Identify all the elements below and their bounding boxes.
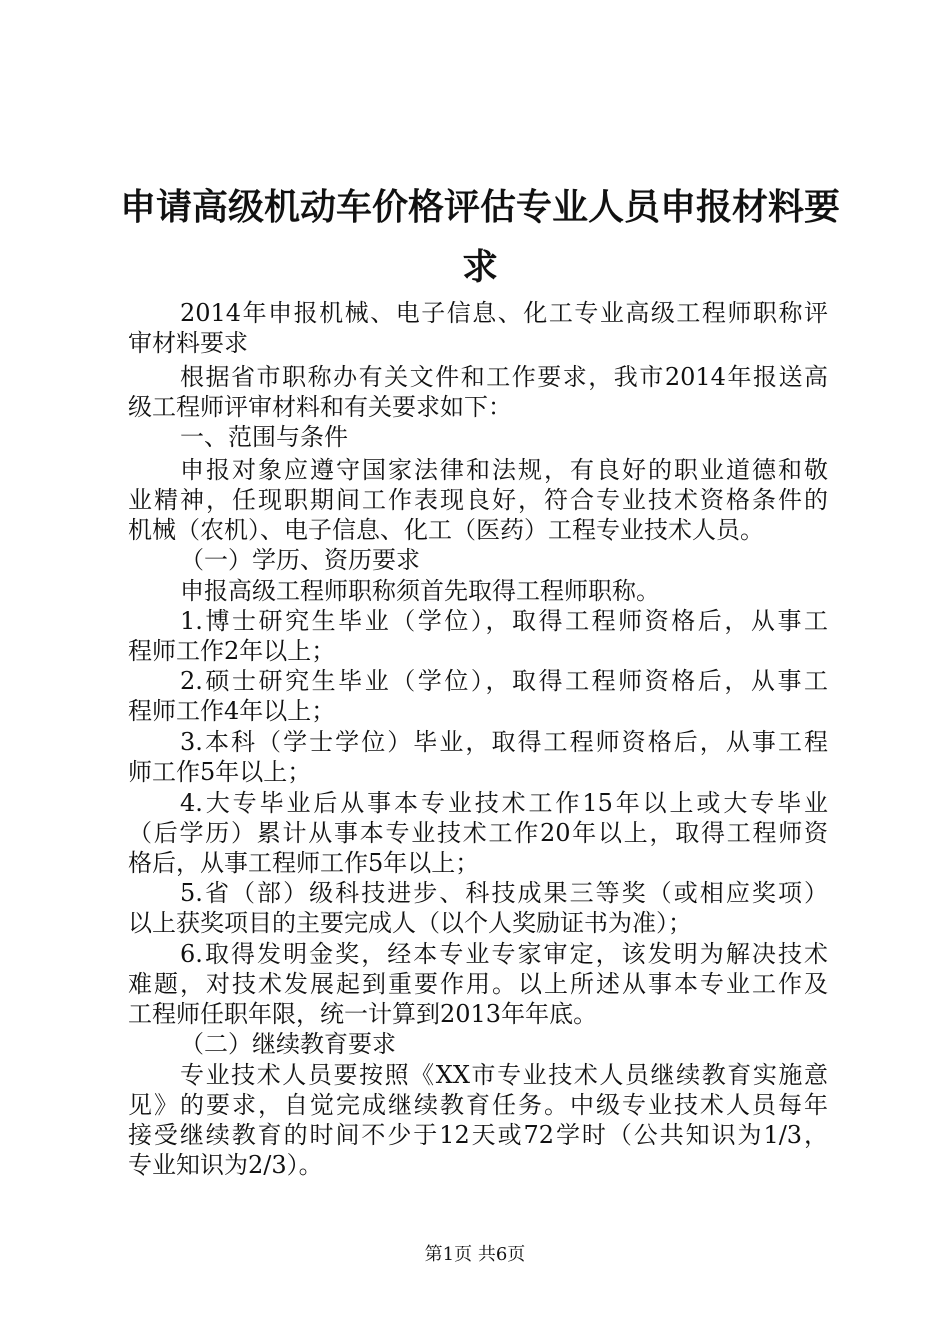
body-line: 专业技术人员要按照《XX市专业技术人员继续教育实施意 bbox=[180, 1061, 828, 1089]
document-title-line-1: 申请高级机动车价格评估专业人员申报材料要 bbox=[120, 187, 841, 228]
list-item-line: 6.取得发明金奖，经本专业专家审定，该发明为解决技术 bbox=[180, 940, 828, 968]
list-item-line: 以上获奖项目的主要完成人（以个人奖励证书为准）； bbox=[128, 909, 692, 937]
body-line: 见》的要求，自觉完成继续教育任务。中级专业技术人员每年 bbox=[128, 1091, 828, 1119]
list-item-line: 2.硕士研究生毕业（学位），取得工程师资格后，从事工 bbox=[180, 667, 828, 695]
subsection-heading: （一）学历、资历要求 bbox=[180, 546, 420, 574]
body-line: 机械（农机）、电子信息、化工（医药）工程专业技术人员。 bbox=[128, 516, 764, 544]
section-heading: 一、范围与条件 bbox=[180, 423, 348, 451]
document-title-line-2: 求 bbox=[461, 247, 498, 288]
list-item-line: 1.博士研究生毕业（学位），取得工程师资格后，从事工 bbox=[180, 607, 828, 635]
list-item-line: 4.大专毕业后从事本专业技术工作15年以上或大专毕业 bbox=[180, 789, 828, 817]
list-item-line: 程师工作4年以上； bbox=[128, 697, 336, 725]
body-line: 级工程师评审材料和有关要求如下： bbox=[128, 393, 512, 421]
list-item-line: 5.省（部）级科技进步、科技成果三等奖（或相应奖项） bbox=[180, 879, 828, 907]
list-item-line: 格后，从事工程师工作5年以上； bbox=[128, 849, 480, 877]
body-line: 申报高级工程师职称须首先取得工程师职称。 bbox=[180, 577, 660, 605]
list-item-line: （后学历）累计从事本专业技术工作20年以上，取得工程师资 bbox=[128, 819, 828, 847]
body-line: 申报对象应遵守国家法律和法规，有良好的职业道德和敬 bbox=[180, 456, 828, 484]
body-line: 审材料要求 bbox=[128, 329, 248, 357]
subsection-heading: （二）继续教育要求 bbox=[180, 1030, 396, 1058]
list-item-line: 工程师任职年限，统一计算到2013年年底。 bbox=[128, 1000, 598, 1028]
list-item-line: 师工作5年以上； bbox=[128, 758, 312, 786]
body-line: 2014年申报机械、电子信息、化工专业高级工程师职称评 bbox=[180, 299, 828, 327]
list-item-line: 3.本科（学士学位）毕业，取得工程师资格后，从事工程 bbox=[180, 728, 828, 756]
body-line: 专业知识为2/3）。 bbox=[128, 1151, 323, 1179]
body-line: 业精神，任现职期间工作表现良好，符合专业技术资格条件的 bbox=[128, 486, 828, 514]
body-line: 根据省市职称办有关文件和工作要求，我市2014年报送高 bbox=[180, 363, 828, 391]
list-item-line: 程师工作2年以上； bbox=[128, 637, 336, 665]
page-indicator: 第1页 共6页 bbox=[424, 1244, 526, 1265]
list-item-line: 难题，对技术发展起到重要作用。以上所述从事本专业工作及 bbox=[128, 970, 828, 998]
body-line: 接受继续教育的时间不少于12天或72学时（公共知识为1/3， bbox=[128, 1121, 828, 1149]
